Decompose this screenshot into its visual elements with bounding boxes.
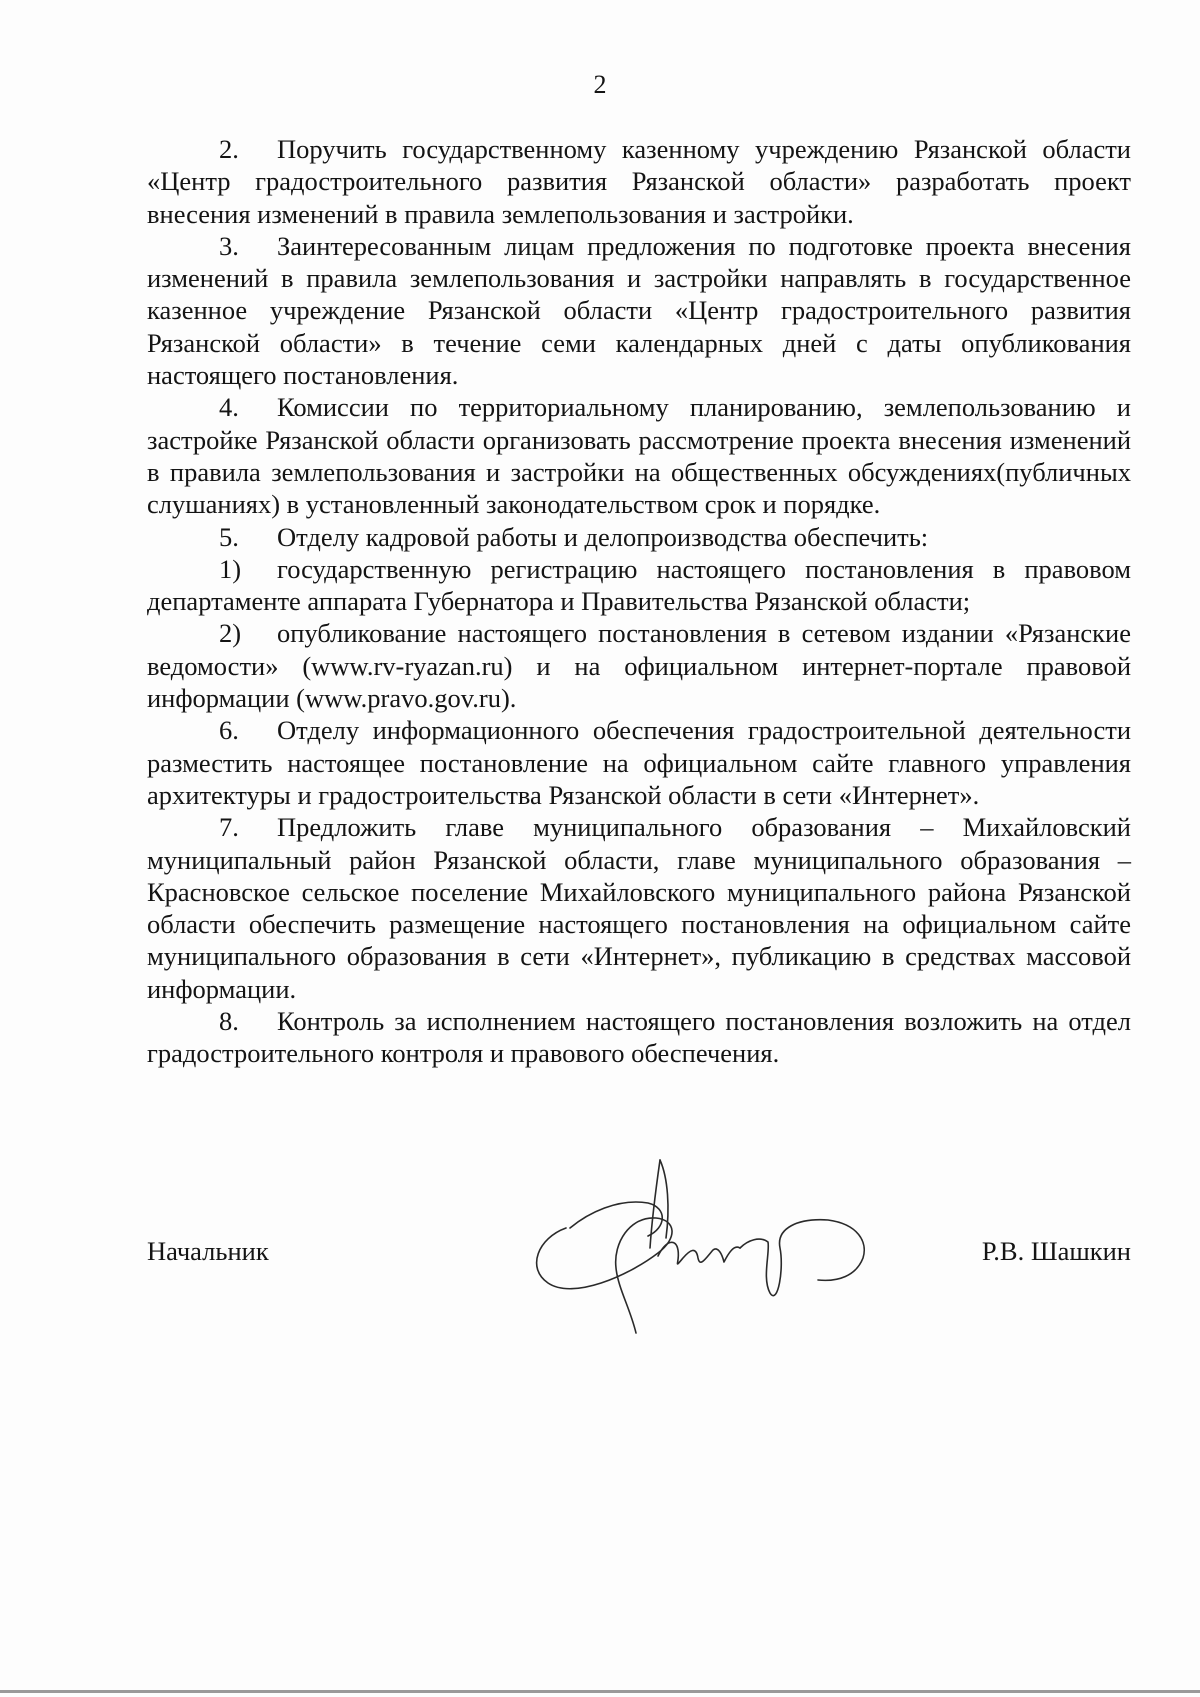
paragraph-item-8 [147,1005,1131,1070]
paragraph-text: Заинтересованным лицам предложения по подготовке проекта внесения изменений в правила землепользования и застройки направлять в государственное казенное учреждение Рязанской области «Центр градостроительного развития Рязанской области» в течение семи календарных дней с даты опубликования настоящего постановления. [147,230,1131,391]
paragraph-number: 1) [219,553,242,584]
resolution-body [147,133,1131,1070]
paragraph-number: 2) [219,618,242,649]
paragraph-text: Поручить государственному казенному учреждению Рязанской области «Центр градостроительного развития Рязанской области» разработать проект внесения изменений в правила землепользования и застройки. [147,134,1131,229]
paragraph-item-7 [147,811,1131,1005]
paragraph-item-3 [147,230,1131,391]
paragraph-item-4 [147,391,1131,520]
paragraph-item-6 [147,714,1131,811]
paragraph-number: 3. [219,230,239,261]
paragraph-subitem-1 [147,553,1131,618]
signatory-title: Начальник [147,1236,269,1266]
paragraph-text: опубликование настоящего постановления в сетевом издании «Рязанские ведомости» (www.rv-ryazan.ru) и на официальном интернет-портале правовой информации (www.pravo.gov.ru). [147,618,1131,714]
paragraph-item-2 [147,133,1131,230]
paragraph-text: Предложить главе муниципального образования – Михайловский муниципальный район Рязанской области, главе муниципального образования – Красновское сельское поселение Михайловского муниципального района Рязанской области обеспечить размещение настоящего постановления на официальном сайте муниципального образования в сети «Интернет», публикацию в средствах массовой информации. [147,812,1131,1004]
paragraph-text: Контроль за исполнением настоящего постановления возложить на отдел градостроительного контроля и правового обеспечения. [147,1006,1131,1069]
paragraph-text: Комиссии по территориальному планированию, землепользованию и застройке Рязанской области организовать рассмотрение проекта внесения изменений в правила землепользования и застройки на общественных обсуждениях(публичных слушаниях) в установленный законодательством срок и порядке. [147,392,1131,520]
paragraph-text: Отделу кадровой работы и делопроизводства обеспечить: [277,521,929,552]
signature-block [147,1236,1131,1276]
paragraph-item-5 [147,521,1131,553]
paragraph-number: 4. [219,392,239,423]
paragraph-number: 8. [219,1006,239,1037]
signatory-name: Р.В. Шашкин [981,1236,1131,1266]
paragraph-number: 7. [219,812,239,843]
paragraph-number: 5. [219,521,239,552]
paragraph-number: 2. [219,134,239,164]
page-number: 2 [593,70,607,99]
paragraph-text: Отделу информационного обеспечения градостроительной деятельности разместить настоящее постановление на официальном сайте главного управления архитектуры и градостроительства Рязанской области в сети «Интернет». [147,715,1131,810]
paragraph-text: государственную регистрацию настоящего постановления в правовом департаменте аппарата Губернатора и Правительства Рязанской области; [147,553,1131,617]
paragraph-number: 6. [219,715,239,746]
paragraph-subitem-2 [147,617,1131,714]
scan-edge-divider [0,1690,1200,1693]
